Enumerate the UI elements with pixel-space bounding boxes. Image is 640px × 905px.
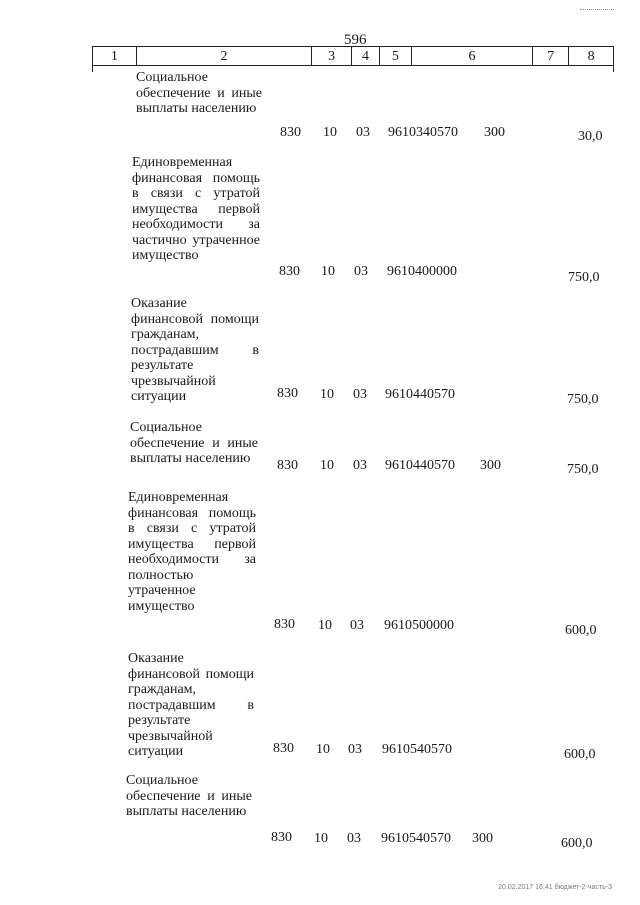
row-code-col6: 9610540570 bbox=[382, 742, 452, 757]
row-code-col6: 9610500000 bbox=[384, 618, 454, 633]
row-code-col6: 9610540570 bbox=[381, 831, 451, 846]
page-number: 596 bbox=[344, 32, 367, 48]
row-code-col3: 830 bbox=[277, 386, 298, 401]
header-col-6: 6 bbox=[412, 47, 534, 65]
row-description: Оказание финансовой помощи гражданам, пострадавшим в результате чрезвычайной ситуации bbox=[131, 296, 259, 404]
row-code-col4: 10 bbox=[323, 125, 337, 140]
row-description: Социальное обеспечение и иные выплаты населению bbox=[136, 70, 262, 116]
row-code-col4: 10 bbox=[320, 387, 334, 402]
row-amount: 600,0 bbox=[564, 747, 596, 762]
column-header-row bbox=[92, 46, 614, 66]
row-description: Оказание финансовой помощи гражданам, пострадавшим в результате чрезвычайной ситуации bbox=[128, 651, 254, 759]
row-code-col7: 300 bbox=[484, 125, 505, 140]
row-amount: 30,0 bbox=[578, 129, 603, 144]
row-description: Единовременная финансовая помощь в связи с утратой имущества первой необходимости за частично утраченное имущество bbox=[132, 155, 260, 263]
row-amount: 600,0 bbox=[565, 623, 597, 638]
row-code-col3: 830 bbox=[277, 458, 298, 473]
row-code-col6: 9610440570 bbox=[385, 458, 455, 473]
row-code-col6: 9610400000 bbox=[387, 264, 457, 279]
row-code-col5: 03 bbox=[356, 125, 370, 140]
row-code-col6: 9610340570 bbox=[388, 125, 458, 140]
header-col-3: 3 bbox=[312, 47, 352, 65]
row-code-col3: 830 bbox=[273, 741, 294, 756]
row-code-col3: 830 bbox=[271, 830, 292, 845]
row-code-col5: 03 bbox=[354, 264, 368, 279]
header-col-8: 8 bbox=[587, 49, 595, 64]
row-code-col3: 830 bbox=[280, 125, 301, 140]
header-right-tick bbox=[613, 58, 614, 72]
row-amount: 750,0 bbox=[567, 462, 599, 477]
row-description: Социальное обеспечение и иные выплаты населению bbox=[126, 773, 252, 819]
row-code-col5: 03 bbox=[353, 458, 367, 473]
row-code-col4: 10 bbox=[314, 831, 328, 846]
header-col-5: 5 bbox=[380, 47, 412, 65]
corner-scan-mark bbox=[580, 9, 614, 10]
header-col-7: 7 bbox=[533, 47, 569, 65]
header-col-4: 4 bbox=[352, 47, 380, 65]
footer-file-stamp: 20.02.2017 16:41 бюджет-2-часть-3 bbox=[498, 884, 612, 891]
header-col-2: 2 bbox=[137, 47, 312, 65]
row-amount: 750,0 bbox=[567, 392, 599, 407]
row-description: Единовременная финансовая помощь в связи с утратой имущества первой необходимости за полностью утраченное имущество bbox=[128, 490, 256, 614]
row-code-col7: 300 bbox=[480, 458, 501, 473]
row-amount: 750,0 bbox=[568, 270, 600, 285]
row-code-col7: 300 bbox=[472, 831, 493, 846]
row-code-col5: 03 bbox=[353, 387, 367, 402]
row-code-col6: 9610440570 bbox=[385, 387, 455, 402]
row-code-col4: 10 bbox=[321, 264, 335, 279]
row-code-col4: 10 bbox=[320, 458, 334, 473]
row-code-col3: 830 bbox=[274, 617, 295, 632]
row-code-col5: 03 bbox=[350, 618, 364, 633]
header-col-1: 1 bbox=[93, 47, 137, 65]
row-description: Социальное обеспечение и иные выплаты населению bbox=[130, 420, 258, 466]
row-code-col4: 10 bbox=[318, 618, 332, 633]
row-code-col5: 03 bbox=[348, 742, 362, 757]
header-left-tick bbox=[92, 58, 93, 72]
row-amount: 600,0 bbox=[561, 836, 593, 851]
row-code-col3: 830 bbox=[279, 264, 300, 279]
row-code-col4: 10 bbox=[316, 742, 330, 757]
row-code-col5: 03 bbox=[347, 831, 361, 846]
